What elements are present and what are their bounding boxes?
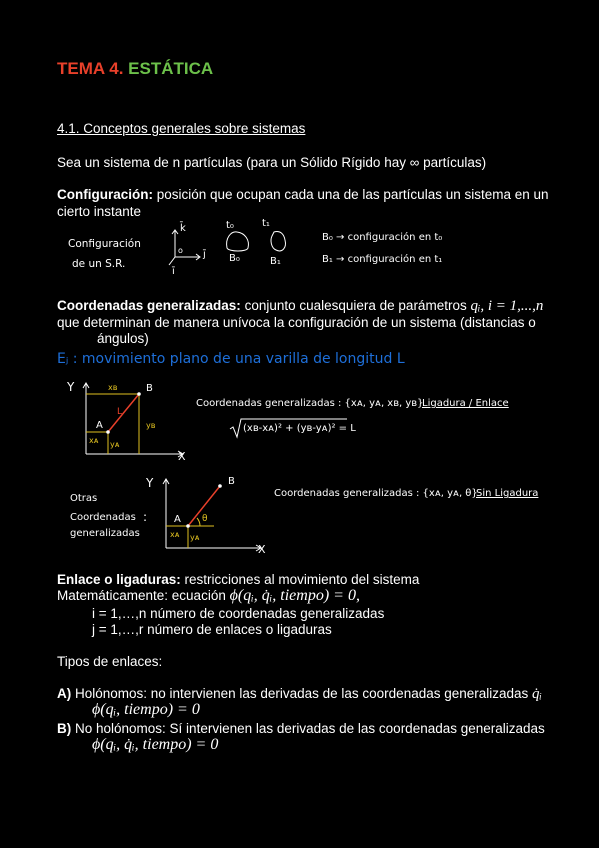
enlace-text: restricciones al movimiento del sistema [180, 572, 420, 587]
k-label: k̄ [180, 223, 186, 234]
coords-text-3: ángulos) [97, 331, 149, 346]
d1-x-axis-label: X [178, 450, 186, 463]
d1-link-label: Ligadura / Enlace [422, 398, 509, 409]
d2-side-2: Coordenadas [70, 512, 136, 523]
enlace-j-line: j = 1,…,r número de enlaces o ligaduras [92, 622, 332, 637]
d2-theta-label: θ [202, 514, 208, 524]
d1-xb-label: xʙ [108, 383, 118, 392]
coords-formula: qᵢ, i = 1,...,n [470, 298, 544, 314]
d2-y-axis-label: Y [146, 476, 154, 490]
tipo-b-label: B) [57, 721, 72, 736]
tipo-b-text: No holónomos: Sí intervienen las derivadas de las coordenadas generalizadas [71, 721, 545, 736]
enlace-i-line: i = 1,…,n número de coordenadas generalizadas [92, 606, 385, 621]
i-label: ī [172, 266, 175, 277]
d1-constraint-eq: (xʙ-xᴀ)² + (yʙ-yᴀ)² = L [243, 423, 356, 434]
section-heading: 4.1. Conceptos generales sobre sistemas [57, 121, 306, 136]
d2-colon: : [143, 510, 148, 524]
enlace-mat-text: Matemáticamente: ecuación [57, 588, 230, 603]
d2-coords-text: Coordenadas generalizadas : {xᴀ, yᴀ, θ} [274, 488, 478, 499]
d1-y-axis-label: Y [67, 380, 75, 394]
tipos-heading: Tipos de enlaces: [57, 654, 163, 669]
d2-side-3: generalizadas [70, 528, 140, 539]
coords-paragraph [57, 297, 543, 315]
tipo-a-formula: ϕ(qᵢ, tiempo) = 0 [92, 701, 200, 718]
coords-text: conjunto cualesquiera de parámetros [240, 298, 471, 313]
config-text-2: cierto instante [57, 204, 142, 219]
config-line-1: B₀ → configuración en t₀ [322, 232, 443, 243]
title-name: ESTÁTICA [128, 59, 214, 78]
config-text: posición que ocupan cada una de las partículas un sistema en un [153, 187, 549, 202]
d1-yb-label: yʙ [146, 421, 156, 430]
j-label: j̄ [203, 249, 206, 260]
config-label: Configuración: [57, 187, 153, 202]
sketch-left-2: de un S.R. [72, 258, 126, 270]
tipo-a-text: Holónomos: no intervienen las derivadas de las coordenadas generalizadas [71, 686, 533, 701]
tipo-b-formula: ϕ(qᵢ, q̇ᵢ, tiempo) = 0 [92, 736, 219, 753]
enlace-paragraph [57, 571, 419, 588]
body-b1-shape [268, 228, 290, 256]
body-b0-shape [223, 228, 253, 254]
d2-ya-label: yᴀ [190, 533, 200, 542]
sketch-left-1: Configuración [68, 238, 141, 250]
page-title [57, 59, 213, 79]
d1-point-b: B [146, 383, 153, 394]
enlace-math-line [57, 587, 360, 604]
enlace-formula: ϕ(qᵢ, q̇ᵢ, tiempo) = 0, [229, 587, 360, 604]
tipo-a-symbol: q̇ᵢ [532, 686, 542, 702]
coords-text-2: que determinan de manera unívoca la configuración de un sistema (distancias o [57, 315, 536, 330]
d2-point-b: B [228, 476, 235, 487]
t0-label: t₀ [226, 220, 234, 231]
tipo-a-label: A) [57, 686, 72, 701]
origin-label: o [178, 246, 183, 255]
config-line-2: B₁ → configuración en t₁ [322, 254, 443, 265]
d1-xa-label: xᴀ [89, 436, 99, 445]
d2-link-label: Sin Ligadura [476, 488, 539, 499]
d1-length-label: L [117, 407, 123, 417]
d1-point-a: A [96, 420, 103, 431]
d2-xa-label: xᴀ [170, 530, 180, 539]
d2-x-axis-label: X [258, 543, 266, 556]
b0-label: B₀ [229, 253, 240, 264]
title-number: TEMA 4. [57, 59, 124, 78]
intro-text: Sea un sistema de n partículas (para un Sólido Rígido hay ∞ partículas) [57, 155, 487, 170]
tipo-b-line [57, 720, 545, 737]
config-paragraph [57, 186, 549, 203]
d1-ya-label: yᴀ [110, 440, 120, 449]
t1-label: t₁ [262, 218, 270, 229]
d1-coords-text: Coordenadas generalizadas : {xᴀ, yᴀ, xʙ, yʙ} [196, 398, 424, 409]
coords-label: Coordenadas generalizadas: [57, 298, 241, 313]
enlace-label: Enlace o ligaduras: [57, 572, 181, 587]
example-title: Eⱼ : movimiento plano de una varilla de longitud L [57, 351, 405, 367]
rod-diagram-1 [78, 382, 188, 462]
d2-point-a: A [174, 514, 181, 525]
d2-side-1: Otras [70, 493, 98, 504]
b1-label: B₁ [270, 256, 281, 267]
